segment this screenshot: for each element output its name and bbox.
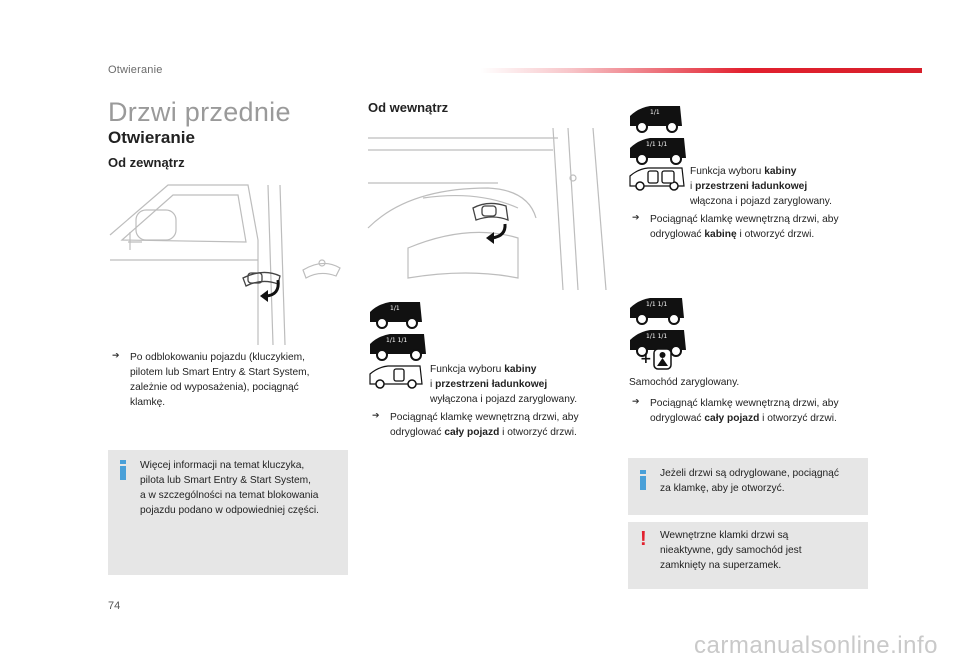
info-icon [638,470,648,490]
interior-door-illustration [368,128,608,290]
bullet-line: odryglować cały pojazd i otworzyć drzwi. [390,427,577,438]
page-title: Drzwi przednie [108,97,291,127]
van-icon [628,136,688,164]
svg-text:1/1 1/1: 1/1 1/1 [646,301,668,308]
bullet-line: Po odblokowaniu pojazdu (kluczykiem, [130,352,305,363]
exterior-door-illustration [108,180,348,345]
bullet-line: klamkę. [130,397,166,408]
page-number: 74 [108,600,121,612]
info-icon [118,460,128,480]
info-line: pojazdu podano w odpowiedniej części. [140,505,319,516]
svg-text:1/1 1/1: 1/1 1/1 [646,141,668,148]
function-line-3: wyłączona i pojazd zaryglowany. [430,394,578,405]
warning-line: nieaktywne, gdy samochód jest [660,545,802,556]
heading-from-outside: Od zewnątrz [108,155,185,170]
bullet-line: odryglować cały pojazd i otworzyć drzwi. [650,413,837,424]
function-line-2: i przestrzeni ładunkowej [430,379,548,390]
warning-line: zamknięty na superzamek. [660,560,782,571]
header-accent-bar [480,68,922,73]
svg-text:1/1 1/1: 1/1 1/1 [646,333,668,340]
svg-text:1/1 1/1: 1/1 1/1 [386,337,408,344]
function-line-3: włączona i pojazd zaryglowany. [690,196,832,207]
van-icon [628,104,684,132]
info-line: pilota lub Smart Entry & Start System, [140,475,311,486]
info-line: Więcej informacji na temat kluczyka, [140,460,305,471]
bullet-line: pilotem lub Smart Entry & Start System, [130,367,310,378]
info-line: za klamkę, aby je otworzyć. [660,483,785,494]
watermark: carmanualsonline.info [694,632,938,659]
bullet-arrow-icon: ➔ [632,396,640,406]
info-line: a w szczególności na temat blokowania [140,490,319,501]
locked-status: Samochód zaryglowany. [629,377,740,388]
bullet-arrow-icon: ➔ [112,350,120,360]
svg-text:1/1: 1/1 [650,109,660,116]
van-icon [368,332,428,360]
bullet-arrow-icon: ➔ [372,410,380,420]
child-lock-icon [640,346,674,372]
info-line: Jeżeli drzwi są odryglowane, pociągnąć [660,468,839,479]
svg-text:+: + [640,351,652,367]
info-box-key [108,450,348,575]
bullet-arrow-icon: ➔ [632,212,640,222]
info-box-unlocked [628,458,868,515]
function-line-2: i przestrzeni ładunkowej [690,181,808,192]
bullet-line: Pociągnąć klamkę wewnętrzną drzwi, aby [390,412,579,423]
function-line-1: Funkcja wyboru kabiny [690,166,797,177]
lock-icon [628,166,686,190]
lock-icon [368,364,424,388]
page-subtitle: Otwieranie [108,128,195,147]
heading-from-inside: Od wewnątrz [368,100,449,115]
bullet-line: Pociągnąć klamkę wewnętrzną drzwi, aby [650,398,839,409]
warning-line: Wewnętrzne klamki drzwi są [660,530,789,541]
bullet-line: odryglować kabinę i otworzyć drzwi. [650,229,815,240]
warning-box-superlock [628,522,868,589]
section-label: Otwieranie [108,64,163,76]
svg-text:1/1: 1/1 [390,305,400,312]
bullet-line: zależnie od wyposażenia), pociągnąć [130,382,299,393]
warning-icon: ! [640,528,647,550]
van-icon [368,300,424,328]
bullet-line: Pociągnąć klamkę wewnętrzną drzwi, aby [650,214,839,225]
van-icon [628,296,686,324]
function-line-1: Funkcja wyboru kabiny [430,364,537,375]
